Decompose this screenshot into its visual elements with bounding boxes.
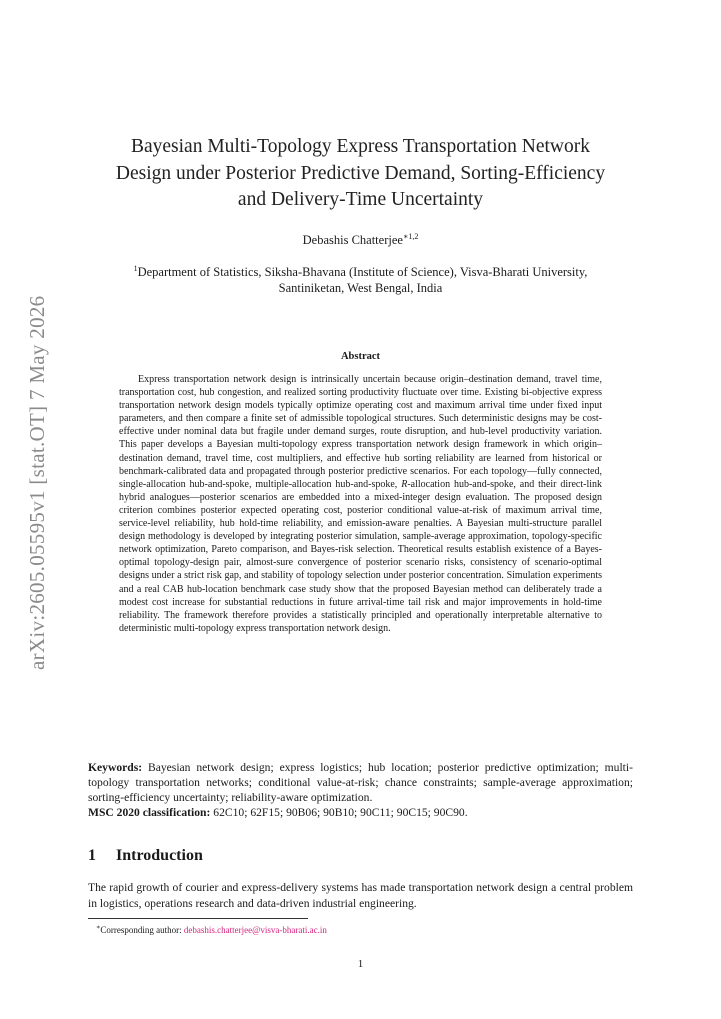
title-line: Design under Posterior Predictive Demand, Sorting-Efficiency [115, 162, 606, 184]
abstract-heading: Abstract [340, 351, 381, 362]
footnote-mark: ∗ [96, 924, 101, 931]
section-title: Introduction [116, 847, 203, 864]
keywords-paragraph [88, 760, 633, 805]
paper-title [96, 134, 625, 214]
intro-text: The rapid growth of courier and express-delivery systems has made transportation network design a central problem in logistics, operations research and data-driven industrial engineering. [88, 881, 633, 910]
author-marks: ∗1,2 [402, 232, 419, 241]
introduction-paragraph [88, 880, 633, 912]
abstract-r-symbol: R [401, 478, 408, 490]
affiliation-mark: 1 [133, 264, 138, 273]
footnote-divider [88, 918, 308, 919]
msc-codes: 62C10; 62F15; 90B06; 90B10; 90C11; 90C15; 90C90. [213, 806, 468, 819]
msc-paragraph [88, 805, 633, 820]
abstract-text-part-b: -allocation hub-and-spoke, and their direct-link hybrid analogues—posterior scenarios are embedded into a mixed-integer design evaluation. The proposed design criterion combines posterior expected operating cost, posterior conditional value-at-risk of maximum arrival time, service-level reliability, hub hold-time reliability, and emission-aware penalties. A Bayesian multi-structure parallel design methodology is developed by integrating posterior simulation, sample-average approximation, topology-specific network optimization, Pareto comparison, and Bayes-risk selection. Theoretical results establish existence of a Bayes-optimal topology-design pair, almost-sure convergence of posterior scenario risks, consistency of scenario-optimal designs under a strict risk gap, and stability of topology selection under posterior concentration. Simulation experiments and a real CAB hub-location benchmark case study show that the proposed Bayesian method can deliberately trade a modest cost increase for substantial reductions in future arrival-time tail risk and major improvements in hold-time reliability. The framework therefore provides a statistically principled and operationally interpretable alternative to deterministic multi-topology express transportation network design. [119, 478, 603, 634]
page-number: 1 [357, 958, 364, 970]
msc-label: MSC 2020 classification: [88, 806, 211, 819]
abstract-text-part-a: Express transportation network design is intrinsically uncertain because origin–destination demand, travel time, transportation cost, hub congestion, and realized sorting productivity fluctuate over time. Existing bi-objective express transportation network design models typically optimize operating cost and maximum arrival time under fixed input parameters, and then compare a finite set of admissible topological structures. Such deterministic designs may be cost-effective under nominal data but fragile under demand surges, route disruption, and hub-level productivity variation. This paper develops a Bayesian multi-topology express transportation network design framework in which origin–destination demand, travel time, cost multipliers, and effective hub sorting reliability are learned from historical or benchmark-calibrated data and propagated through posterior predictive scenarios. For each topology—fully connected, single-allocation hub-and-spoke, multiple-allocation hub-and-spoke, [119, 374, 602, 490]
abstract-paragraph [119, 373, 602, 635]
abstract-body [119, 373, 602, 635]
footnote-label: Corresponding author: [100, 925, 184, 935]
footnote [96, 922, 616, 936]
author-line [96, 229, 625, 248]
affiliation [104, 261, 617, 296]
section-number: 1 [88, 847, 96, 864]
keywords-block [88, 760, 633, 820]
arxiv-identifier-stamp: arXiv:2605.05595v1 [stat.OT] 7 May 2026 [25, 295, 49, 670]
title-line: and Delivery-Time Uncertainty [237, 189, 484, 210]
corresponding-email-link[interactable]: debashis.chatterjee@visva-bharati.ac.in [183, 925, 327, 935]
section-heading [88, 847, 633, 865]
title-line: Bayesian Multi-Topology Express Transportation Network [130, 136, 590, 157]
affiliation-text: Department of Statistics, Siksha-Bhavana (Institute of Science), Visva-Bharati University, Santiniketan, West Bengal, India [137, 265, 588, 296]
keywords-text: Bayesian network design; express logistics; hub location; posterior predictive optimization; multi-topology transportation networks; conditional value-at-risk; chance constraints; sample-average approximation; sorting-efficiency uncertainty; reliability-aware optimization. [88, 761, 633, 804]
author-name: Debashis Chatterjee [302, 233, 403, 248]
keywords-label: Keywords: [88, 761, 143, 774]
